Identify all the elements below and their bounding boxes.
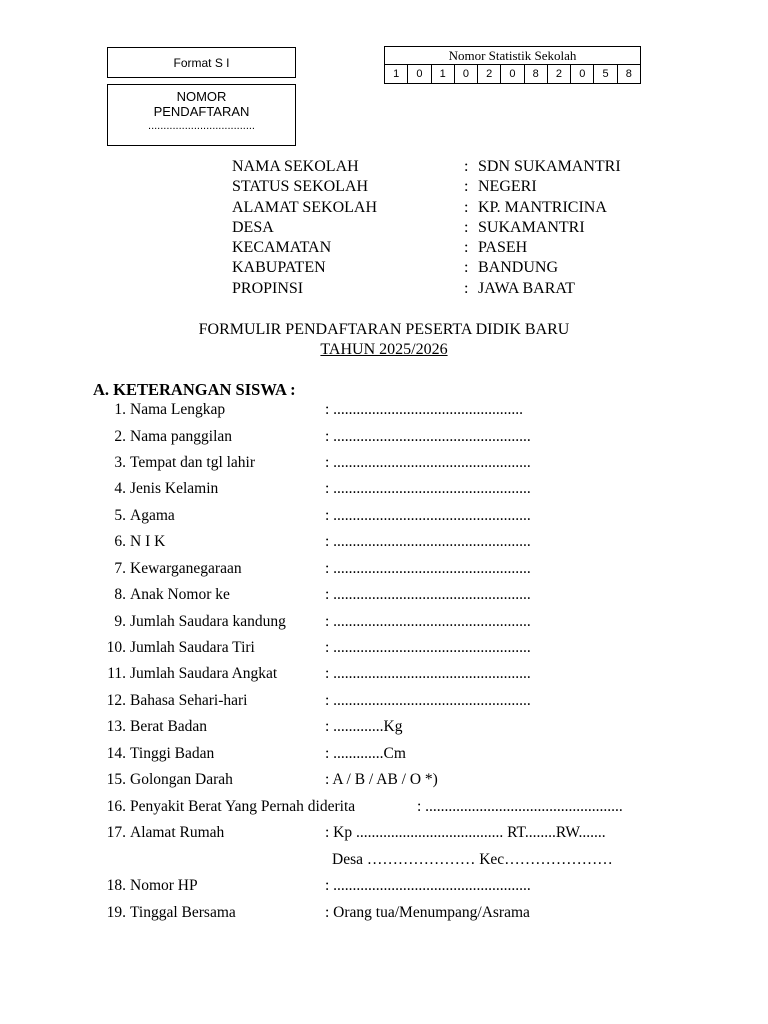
- school-info-colon: :: [464, 178, 469, 196]
- school-info-label: KABUPATEN: [232, 259, 326, 277]
- field-label: Nama Lengkap: [130, 401, 226, 418]
- school-stat-number-table: [384, 46, 641, 84]
- field-number: 5.: [114, 507, 126, 524]
- school-info-label: ALAMAT SEKOLAH: [232, 198, 378, 216]
- school-info-value: PASEH: [478, 239, 528, 257]
- field-number: 1.: [114, 401, 126, 418]
- school-info-colon: :: [464, 158, 469, 175]
- registration-blank: ...................................: [148, 120, 255, 132]
- field-blank: : Kp ...................................... RT........RW.......: [325, 824, 606, 841]
- field-label: Bahasa Sehari-hari: [130, 692, 248, 709]
- field-number: 12.: [106, 692, 126, 709]
- field-number: 8.: [114, 586, 126, 603]
- field-blank: : A / B / AB / O *): [325, 771, 438, 788]
- field-blank: : ...................................................: [325, 639, 531, 656]
- format-label-box: [107, 47, 296, 78]
- field-label: Agama: [130, 507, 175, 524]
- field-label: Jenis Kelamin: [130, 480, 219, 497]
- field-blank: : .................................................: [325, 401, 524, 418]
- section-a-heading: A. KETERANGAN SISWA :: [93, 380, 296, 399]
- stat-digit: 1: [432, 65, 455, 83]
- field-number: 17.: [106, 824, 126, 841]
- form-year-wrap: [0, 340, 768, 359]
- field-number: 15.: [106, 771, 126, 788]
- school-info-label: DESA: [232, 218, 274, 236]
- registration-line-1: NOMOR: [176, 89, 227, 104]
- school-info-colon: :: [464, 198, 469, 216]
- stat-digit: 1: [385, 65, 408, 83]
- school-info-colon: :: [464, 218, 469, 236]
- school-info-label: STATUS SEKOLAH: [232, 178, 369, 196]
- field-blank: : .............Cm: [325, 745, 406, 762]
- field-blank: : ...................................................: [325, 533, 531, 550]
- school-info-label: KECAMATAN: [232, 239, 332, 257]
- school-info-value: JAWA BARAT: [478, 279, 575, 297]
- school-info-row: [232, 218, 692, 238]
- registration-number-box: [107, 84, 296, 146]
- school-info-row: [232, 258, 692, 278]
- field-number: 10.: [106, 639, 126, 656]
- field-blank: Desa ………………… Kec…………………: [332, 851, 613, 868]
- school-info-colon: :: [464, 259, 469, 277]
- stat-digit: 2: [548, 65, 571, 83]
- field-number: 13.: [106, 718, 126, 735]
- field-blank: : ...................................................: [325, 692, 531, 709]
- field-label: Jumlah Saudara kandung: [130, 613, 286, 630]
- school-info-row: [232, 177, 692, 197]
- stat-digit: 0: [408, 65, 431, 83]
- field-label: Tinggi Badan: [130, 745, 215, 762]
- field-blank: : ...................................................: [325, 480, 531, 497]
- stat-digit: 0: [455, 65, 478, 83]
- school-info-value: KP. MANTRICINA: [478, 198, 607, 216]
- field-number: 2.: [114, 427, 126, 445]
- stat-digit: 2: [478, 65, 501, 83]
- field-label: Penyakit Berat Yang Pernah diderita: [130, 798, 356, 815]
- school-info-label: PROPINSI: [232, 279, 304, 297]
- field-label: Tempat dan tgl lahir: [130, 454, 256, 471]
- field-blank: : ...................................................: [325, 507, 531, 524]
- field-label: Golongan Darah: [130, 771, 233, 788]
- field-label: Tinggal Bersama: [130, 904, 236, 921]
- field-number: 19.: [106, 904, 126, 921]
- school-info-colon: :: [464, 239, 469, 257]
- stat-digit: 5: [594, 65, 617, 83]
- school-info-value: BANDUNG: [478, 259, 558, 277]
- field-label: Nama panggilan: [130, 427, 233, 445]
- field-number: 16.: [106, 798, 126, 815]
- field-blank: : ...................................................: [417, 798, 623, 815]
- field-blank: : ...................................................: [325, 877, 531, 894]
- field-blank: : ...................................................: [325, 586, 531, 603]
- field-blank: : ...................................................: [325, 560, 531, 577]
- field-number: 18.: [106, 877, 126, 894]
- school-stat-number-title: Nomor Statistik Sekolah: [385, 47, 640, 65]
- school-info-row: [232, 238, 692, 258]
- field-label: Jumlah Saudara Angkat: [130, 665, 278, 682]
- school-info-row: [232, 279, 692, 299]
- field-blank: : ...................................................: [325, 454, 531, 471]
- field-number: 3.: [114, 454, 126, 471]
- field-label: Jumlah Saudara Tiri: [130, 639, 255, 656]
- field-blank: : Orang tua/Menumpang/Asrama: [325, 904, 530, 921]
- field-number: 4.: [114, 480, 126, 497]
- field-label: Alamat Rumah: [130, 824, 225, 841]
- school-info-label: NAMA SEKOLAH: [232, 158, 359, 175]
- school-info-value: NEGERI: [478, 178, 537, 196]
- stat-digit: 0: [571, 65, 594, 83]
- school-info-colon: :: [464, 279, 469, 297]
- registration-line-2: PENDAFTARAN: [153, 104, 250, 119]
- field-number: 11.: [107, 665, 126, 682]
- stat-digit: 8: [625, 68, 632, 80]
- school-info-block: [232, 157, 692, 299]
- form-year: TAHUN 2025/2026: [320, 341, 448, 358]
- field-blank: : .............Kg: [325, 718, 403, 735]
- stat-digit: 8: [525, 65, 548, 83]
- field-number: 14.: [106, 745, 126, 762]
- school-info-value: SUKAMANTRI: [478, 218, 585, 236]
- school-info-row: [232, 157, 692, 177]
- field-blank: : ...................................................: [325, 427, 531, 445]
- field-number: 9.: [114, 613, 126, 630]
- form-title: FORMULIR PENDAFTARAN PESERTA DIDIK BARU: [198, 321, 570, 338]
- school-info-row: [232, 198, 692, 218]
- field-number: 7.: [114, 560, 126, 577]
- format-label: Format S I: [173, 55, 230, 70]
- school-info-value: SDN SUKAMANTRI: [478, 158, 621, 175]
- field-label: Nomor HP: [130, 877, 198, 894]
- stat-digit: 0: [501, 65, 524, 83]
- field-number: 6.: [114, 533, 126, 550]
- field-blank: : ...................................................: [325, 613, 531, 630]
- field-blank: : ...................................................: [325, 665, 531, 682]
- field-label: Kewarganegaraan: [130, 560, 242, 577]
- school-stat-number-digits: [385, 65, 640, 83]
- field-label: N I K: [130, 533, 166, 550]
- field-label: Berat Badan: [130, 718, 208, 735]
- field-label: Anak Nomor ke: [130, 586, 230, 603]
